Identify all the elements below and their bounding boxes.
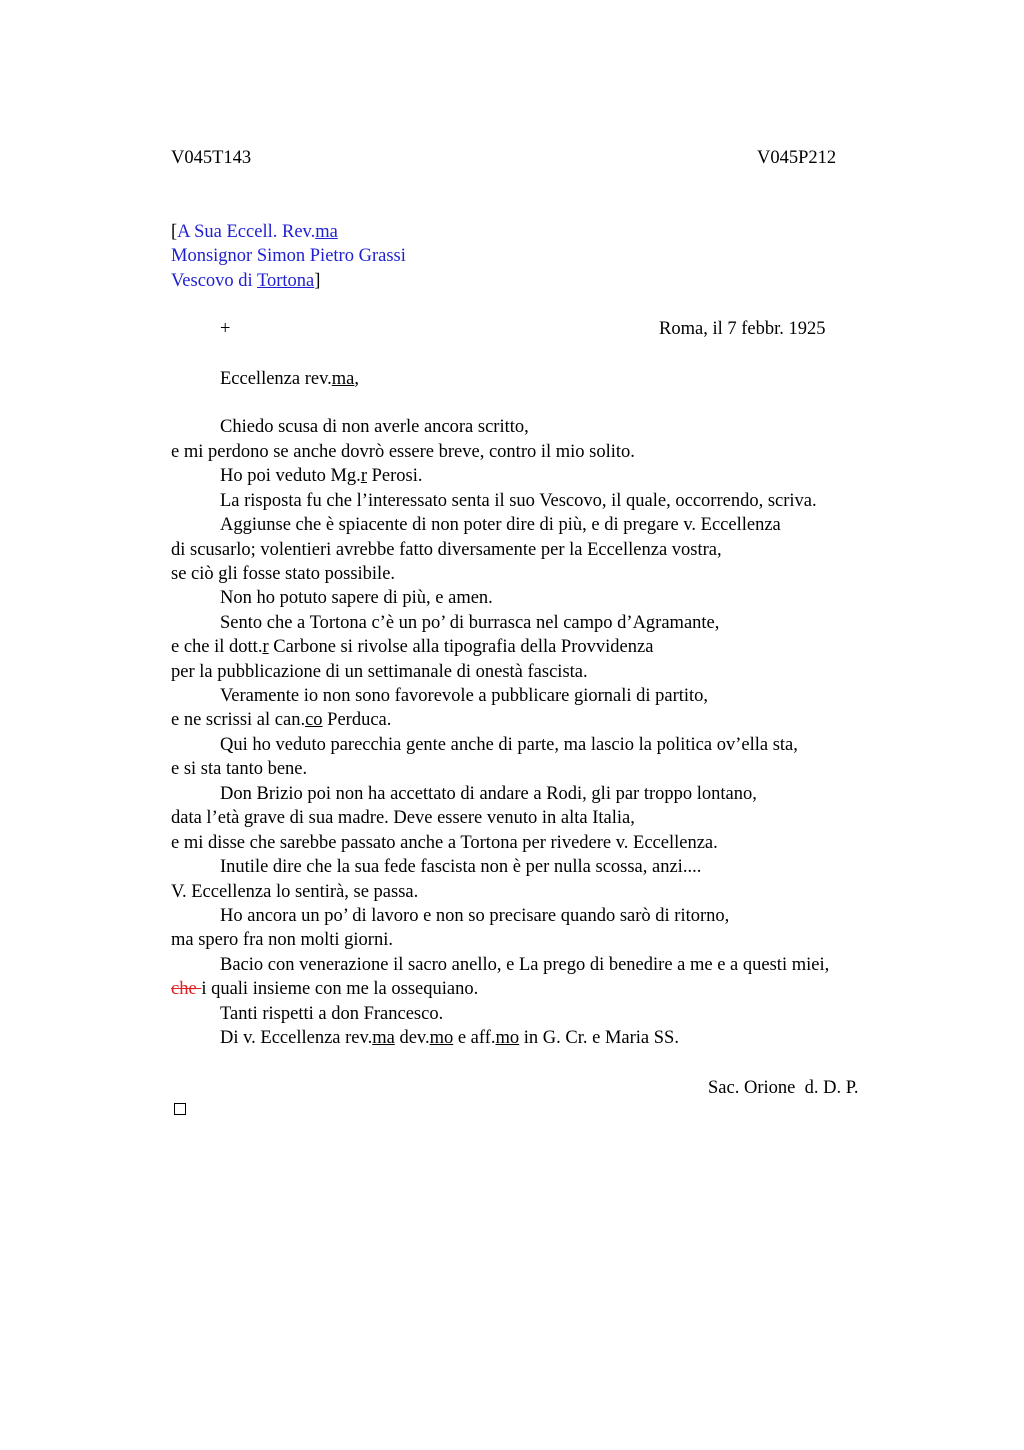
body-line: Qui ho veduto parecchia gente anche di parte, ma lascio la politica ov’ella sta, bbox=[220, 735, 798, 755]
body-line: per la pubblicazione di un settimanale di onestà fascista. bbox=[171, 662, 588, 682]
abbrev-ma: ma bbox=[315, 222, 338, 242]
address-text: A Sua Eccell. Rev. bbox=[177, 222, 316, 242]
text: Carbone si rivolse alla tipografia della Provvidenza bbox=[268, 637, 654, 657]
body-line: se ciò gli fosse stato possibile. bbox=[171, 564, 396, 584]
body-line: e si sta tanto bene. bbox=[171, 759, 308, 779]
body-line: Bacio con venerazione il sacro anello, e La prego di benedire a me e a questi miei, bbox=[220, 955, 830, 975]
text: Perosi. bbox=[366, 466, 423, 486]
abbrev: ma bbox=[372, 1028, 395, 1048]
body-line: ma spero fra non molti giorni. bbox=[171, 930, 393, 950]
body-line: Ho ancora un po’ di lavoro e non so precisare quando sarò di ritorno, bbox=[220, 906, 730, 926]
deleted-text: che bbox=[171, 979, 202, 999]
body-line: e mi perdono se anche dovrò essere breve, contro il mio solito. bbox=[171, 442, 635, 462]
text: e che il dott. bbox=[171, 637, 263, 657]
text: Perduca. bbox=[322, 710, 392, 730]
text: Di v. Eccellenza rev. bbox=[220, 1028, 373, 1048]
abbrev: co bbox=[305, 710, 323, 730]
address-line-3: Vescovo di Tortona] bbox=[171, 271, 321, 291]
body-line: Inutile dire che la sua fede fascista non è per nulla scossa, anzi.... bbox=[220, 857, 702, 877]
body-line: Chiedo scusa di non averle ancora scritto, bbox=[220, 417, 529, 437]
abbrev: r bbox=[262, 637, 269, 657]
body-line: Non ho potuto sapere di più, e amen. bbox=[220, 588, 493, 608]
body-line bbox=[171, 708, 391, 732]
abbrev-ma: ma bbox=[331, 369, 355, 389]
body-line: Aggiunse che è spiacente di non poter dire di più, e di pregare v. Eccellenza bbox=[220, 515, 781, 535]
letter-date: Roma, il 7 febbr. 1925 bbox=[659, 319, 826, 339]
abbrev: r bbox=[360, 466, 367, 486]
body-line: Veramente io non sono favorevole a pubblicare giornali di partito, bbox=[220, 686, 709, 706]
abbrev: mo bbox=[429, 1028, 454, 1048]
body-line: La risposta fu che l’interessato senta il suo Vescovo, il quale, occorrendo, scriva. bbox=[220, 491, 817, 511]
text: in G. Cr. e Maria SS. bbox=[519, 1028, 679, 1048]
body-line bbox=[220, 464, 422, 488]
salutation-comma: , bbox=[354, 369, 360, 389]
text: Ho poi veduto Mg. bbox=[220, 466, 361, 486]
body-line bbox=[171, 977, 478, 1001]
salutation-text: Eccellenza rev. bbox=[220, 369, 332, 389]
body-line bbox=[171, 635, 653, 659]
body-line: Don Brizio poi non ha accettato di andare a Rodi, gli par troppo lontano, bbox=[220, 784, 757, 804]
body-line: di scusarlo; volentieri avrebbe fatto diversamente per la Eccellenza vostra, bbox=[171, 540, 722, 560]
body-line: Sento che a Tortona c’è un po’ di burrasca nel campo d’Agramante, bbox=[220, 613, 720, 633]
text: e ne scrissi al can. bbox=[171, 710, 306, 730]
body-line: data l’età grave di sua madre. Deve essere venuto in alta Italia, bbox=[171, 808, 635, 828]
address-line-1: [A Sua Eccell. Rev.ma bbox=[171, 222, 338, 242]
abbrev: mo bbox=[495, 1028, 520, 1048]
text: dev. bbox=[394, 1028, 430, 1048]
doc-code-right: V045P212 bbox=[757, 148, 837, 168]
address-line-2: Monsignor Simon Pietro Grassi bbox=[171, 246, 406, 266]
text: i quali insieme con me la ossequiano. bbox=[201, 979, 479, 999]
body-line: V. Eccellenza lo sentirà, se passa. bbox=[171, 882, 419, 902]
address-place: Tortona bbox=[257, 271, 315, 291]
address-text-3: Vescovo di bbox=[171, 271, 257, 291]
closing-line bbox=[220, 1026, 679, 1050]
square-marker-icon bbox=[174, 1103, 186, 1115]
text: e aff. bbox=[453, 1028, 496, 1048]
signature: Sac. Orione d. D. P. bbox=[708, 1078, 859, 1098]
body-line: e mi disse che sarebbe passato anche a Tortona per rivedere v. Eccellenza. bbox=[171, 833, 718, 853]
doc-code-left: V045T143 bbox=[171, 148, 252, 168]
cross-symbol: + bbox=[220, 319, 231, 339]
salutation bbox=[220, 367, 359, 391]
body-line: Tanti rispetti a don Francesco. bbox=[220, 1004, 444, 1024]
